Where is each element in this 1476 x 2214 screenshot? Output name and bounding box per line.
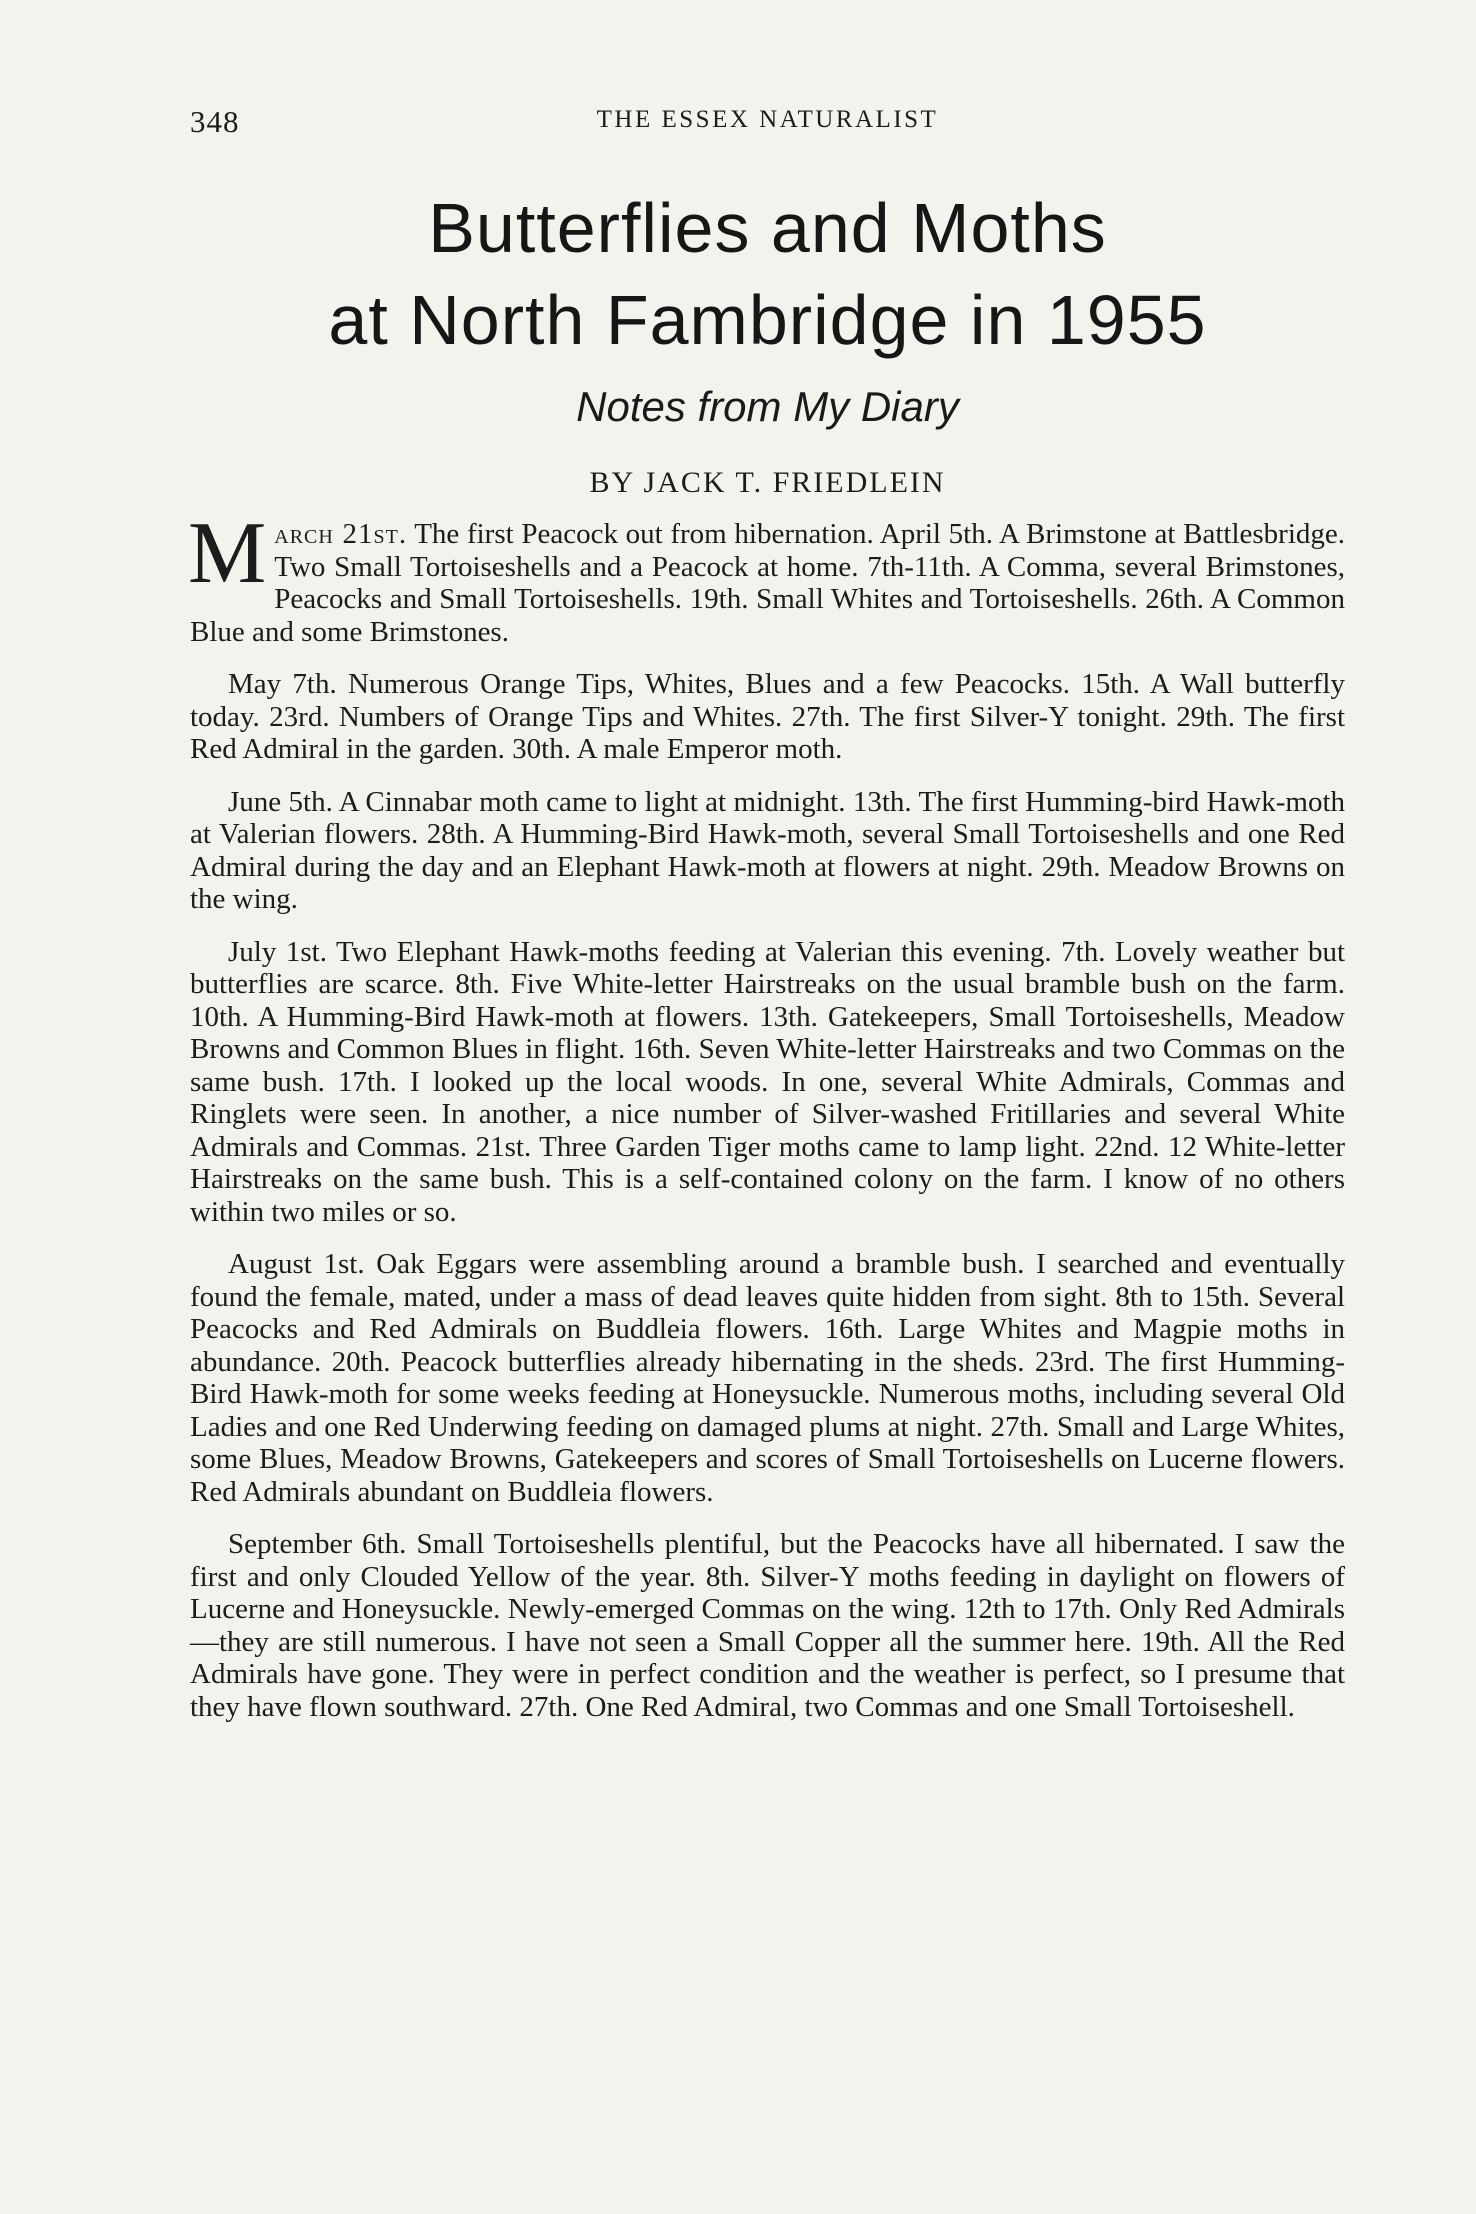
paragraph-july: July 1st. Two Elephant Hawk-moths feeding at Valerian this evening. 7th. Lovely weather but butterflies are scarce. 8th. Five White-letter Hairstreaks on the usual bramble bush on the farm. 10th. A Humming-Bird Hawk-moth at flowers. 13th. Gatekeepers, Small Tortoiseshells, Meadow Browns and Common Blues in flight. 16th. Seven White-letter Hairstreaks and two Commas on the same bush. 17th. I looked up the local woods. In one, several White Admirals, Commas and Ringlets were seen. In another, a nice number of Silver-washed Fritillaries and several White Admirals and Commas. 21st. Three Garden Tiger moths came to lamp light. 22nd. 12 White-letter Hairstreaks on the same bush. This is a self-contained colony on the farm. I know of no others within two miles or so.	[190, 935, 1345, 1228]
title-block	[190, 182, 1345, 500]
article-title-line-2: at North Fambridge in 1955	[328, 281, 1207, 359]
paragraph-march	[188, 505, 1345, 648]
running-head	[190, 104, 1345, 144]
article-body	[188, 505, 1345, 1743]
article-subtitle: Notes from My Diary	[576, 383, 959, 430]
author-byline: BY JACK T. FRIEDLEIN	[589, 466, 946, 499]
drop-cap: M	[188, 505, 267, 602]
paragraph-may: May 7th. Numerous Orange Tips, Whites, Blues and a few Peacocks. 15th. A Wall butterfly today. 23rd. Numbers of Orange Tips and Whites. 27th. The first Silver-Y tonight. 29th. The first Red Admiral in the garden. 30th. A male Emperor moth.	[190, 668, 1345, 765]
paragraph-september: September 6th. Small Tortoiseshells plentiful, but the Peacocks have all hibernated. I saw the first and only Clouded Yellow of the year. 8th. Silver-Y moths feeding in daylight on flowers of Lucerne and Honeysuckle. Newly-emerged Commas on the wing. 12th to 17th. Only Red Admirals —they are still numerous. I have not seen a Small Copper all the summer here. 19th. All the Red Admirals have gone. They were in perfect condition and the weather is perfect, so I presume that they have flown southward. 27th. One Red Admiral, two Commas and one Small Tortoiseshell.	[190, 1528, 1345, 1723]
article-title-line-1: Butterflies and Moths	[428, 189, 1107, 267]
journal-title: THE ESSEX NATURALIST	[596, 106, 939, 133]
paragraph-march-text: The first Peacock out from hibernation. April 5th. A Brimstone at Battlesbridge. Two Small Tortoiseshells and a Peacock at home. 7th-11th. A Comma, several Brimstones, Peacocks and Small Tortoiseshells. 19th. Small Whites and Tortoiseshells. 26th. A Common Blue and some Brimstones.	[190, 518, 1345, 648]
paragraph-june: June 5th. A Cinnabar moth came to light at midnight. 13th. The first Humming-bird Hawk-moth at Valerian flowers. 28th. A Humming-Bird Hawk-moth, several Small Tortoiseshells and one Red Admiral during the day and an Elephant Hawk-moth at flowers at night. 29th. Meadow Browns on the wing.	[190, 785, 1345, 915]
paragraph-august: August 1st. Oak Eggars were assembling around a bramble bush. I searched and eventually found the female, mated, under a mass of dead leaves quite hidden from sight. 8th to 15th. Several Peacocks and Red Admirals on Buddleia flowers. 16th. Large Whites and Magpie moths in abundance. 20th. Peacock butterflies already hibernating in the sheds. 23rd. The first Humming-Bird Hawk-moth for some weeks feeding at Honeysuckle. Numerous moths, including several Old Ladies and one Red Underwing feeding on damaged plums at night. 27th. Small and Large Whites, some Blues, Meadow Browns, Gatekeepers and scores of Small Tortoiseshells on Lucerne flowers. Red Admirals abundant on Buddleia flowers.	[190, 1248, 1345, 1508]
page-number: 348	[190, 104, 240, 139]
paragraph-lead: arch 21st.	[274, 518, 408, 550]
